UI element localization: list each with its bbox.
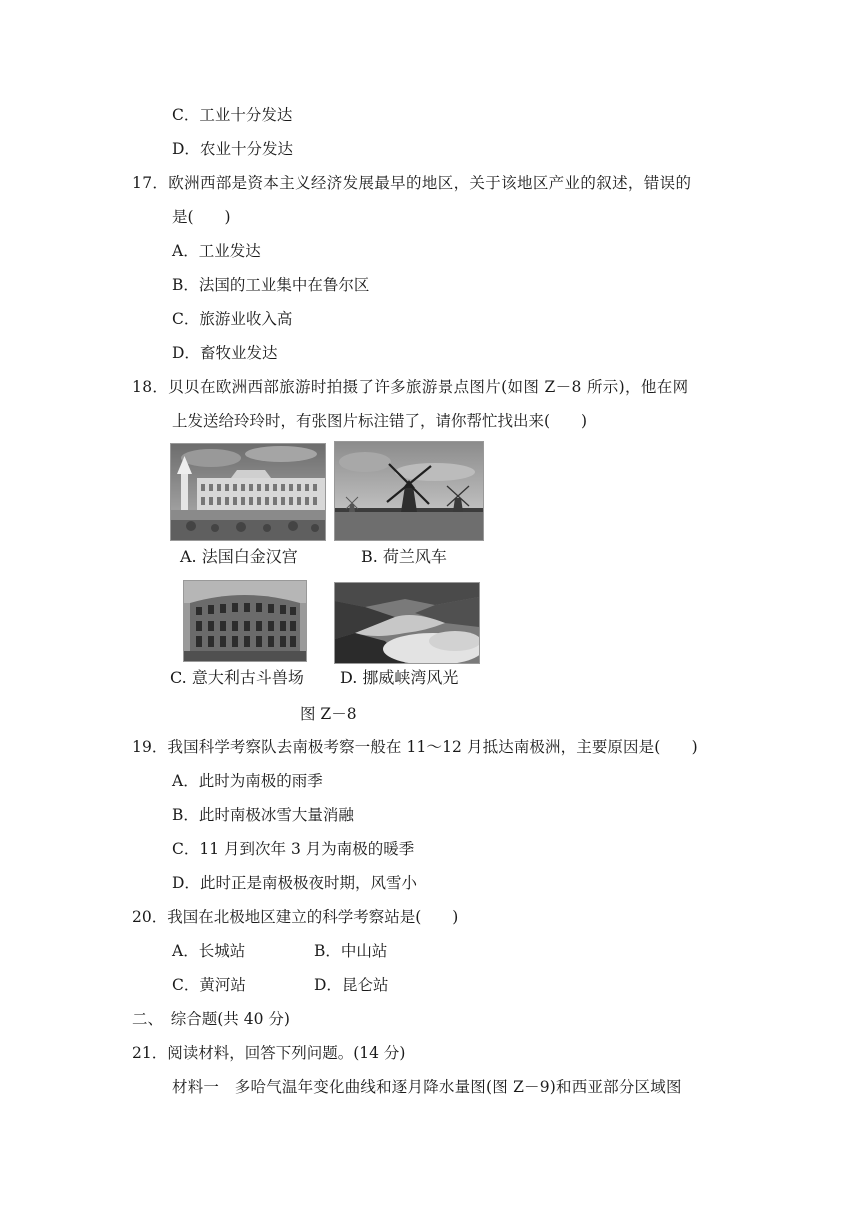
q20-stem: 20．我国在北极地区建立的科学考察站是( )	[132, 908, 459, 926]
option-letter: A．	[172, 242, 199, 260]
option-text: 农业十分发达	[199, 140, 293, 158]
q19-option-a	[172, 770, 323, 792]
photo-buckingham-palace	[170, 443, 326, 541]
option-text: 此时为南极的雨季	[198, 772, 323, 790]
q16-option-c	[172, 104, 292, 126]
option-letter: D．	[172, 140, 200, 158]
photo-colosseum	[183, 580, 307, 662]
option-text: 畜牧业发达	[199, 344, 278, 362]
option-text: 此时正是南极极夜时期，风雪小	[199, 874, 417, 892]
option-letter: C．	[172, 106, 200, 124]
option-text: 旅游业收入高	[199, 310, 293, 328]
q21-stem: 21．阅读材料，回答下列问题。(14 分)	[132, 1044, 406, 1062]
q19-option-d	[172, 872, 417, 894]
q17-option-d	[172, 342, 277, 364]
q19-option-c	[172, 838, 414, 860]
option-text: 法国的工业集中在鲁尔区	[198, 276, 370, 294]
option-letter: D．	[314, 976, 342, 994]
q16-option-d	[172, 138, 293, 160]
section-heading: 二、 综合题(共 40 分)	[132, 1010, 290, 1028]
option-text: 中山站	[340, 942, 388, 960]
option-text: 此时南极冰雪大量消融	[198, 806, 354, 824]
option-letter: C．	[172, 840, 200, 858]
q21-material1: 材料一 多哈气温年变化曲线和逐月降水量图(图 Z－9)和西亚部分区域图	[172, 1078, 682, 1096]
q20-option-d	[314, 974, 388, 996]
q20-option-c	[172, 974, 246, 996]
option-text: 工业十分发达	[199, 106, 293, 124]
q17-option-c	[172, 308, 292, 330]
q17-stem-line1: 17．欧洲西部是资本主义经济发展最早的地区，关于该地区产业的叙述，错误的	[132, 174, 692, 192]
photo-dutch-windmills	[334, 441, 484, 541]
caption-a: A. 法国白金汉宫	[180, 547, 298, 566]
option-letter: A．	[172, 772, 199, 790]
q19-stem: 19．我国科学考察队去南极考察一般在 11～12 月抵达南极洲，主要原因是( )	[132, 738, 698, 756]
q20-option-a	[172, 940, 245, 962]
option-letter: C．	[172, 310, 200, 328]
caption-b: B. 荷兰风车	[361, 547, 447, 566]
q17-option-b	[172, 274, 369, 296]
photo-norway-fjord	[334, 582, 480, 664]
option-text: 长城站	[198, 942, 246, 960]
q18-stem-line1: 18．贝贝在欧洲西部旅游时拍摄了许多旅游景点图片(如图 Z－8 所示)，他在网	[132, 378, 689, 396]
option-letter: A．	[172, 942, 199, 960]
option-letter: B．	[314, 942, 341, 960]
figure-label: 图 Z－8	[300, 705, 357, 723]
option-letter: B．	[172, 806, 199, 824]
option-letter: C．	[172, 976, 200, 994]
q19-option-b	[172, 804, 354, 826]
option-letter: D．	[172, 874, 200, 892]
option-text: 工业发达	[198, 242, 261, 260]
option-text: 昆仑站	[341, 976, 389, 994]
option-text: 11 月到次年 3 月为南极的暖季	[199, 840, 415, 858]
option-letter: B．	[172, 276, 199, 294]
option-letter: D．	[172, 344, 200, 362]
caption-c: C. 意大利古斗兽场	[170, 668, 304, 687]
option-text: 黄河站	[199, 976, 246, 994]
q20-option-b	[314, 940, 387, 962]
q17-option-a	[172, 240, 261, 262]
caption-d: D. 挪威峡湾风光	[340, 668, 459, 687]
q17-stem-line2: 是( )	[172, 208, 231, 226]
q18-stem-line2: 上发送给玲玲时，有张图片标注错了，请你帮忙找出来( )	[172, 412, 588, 430]
